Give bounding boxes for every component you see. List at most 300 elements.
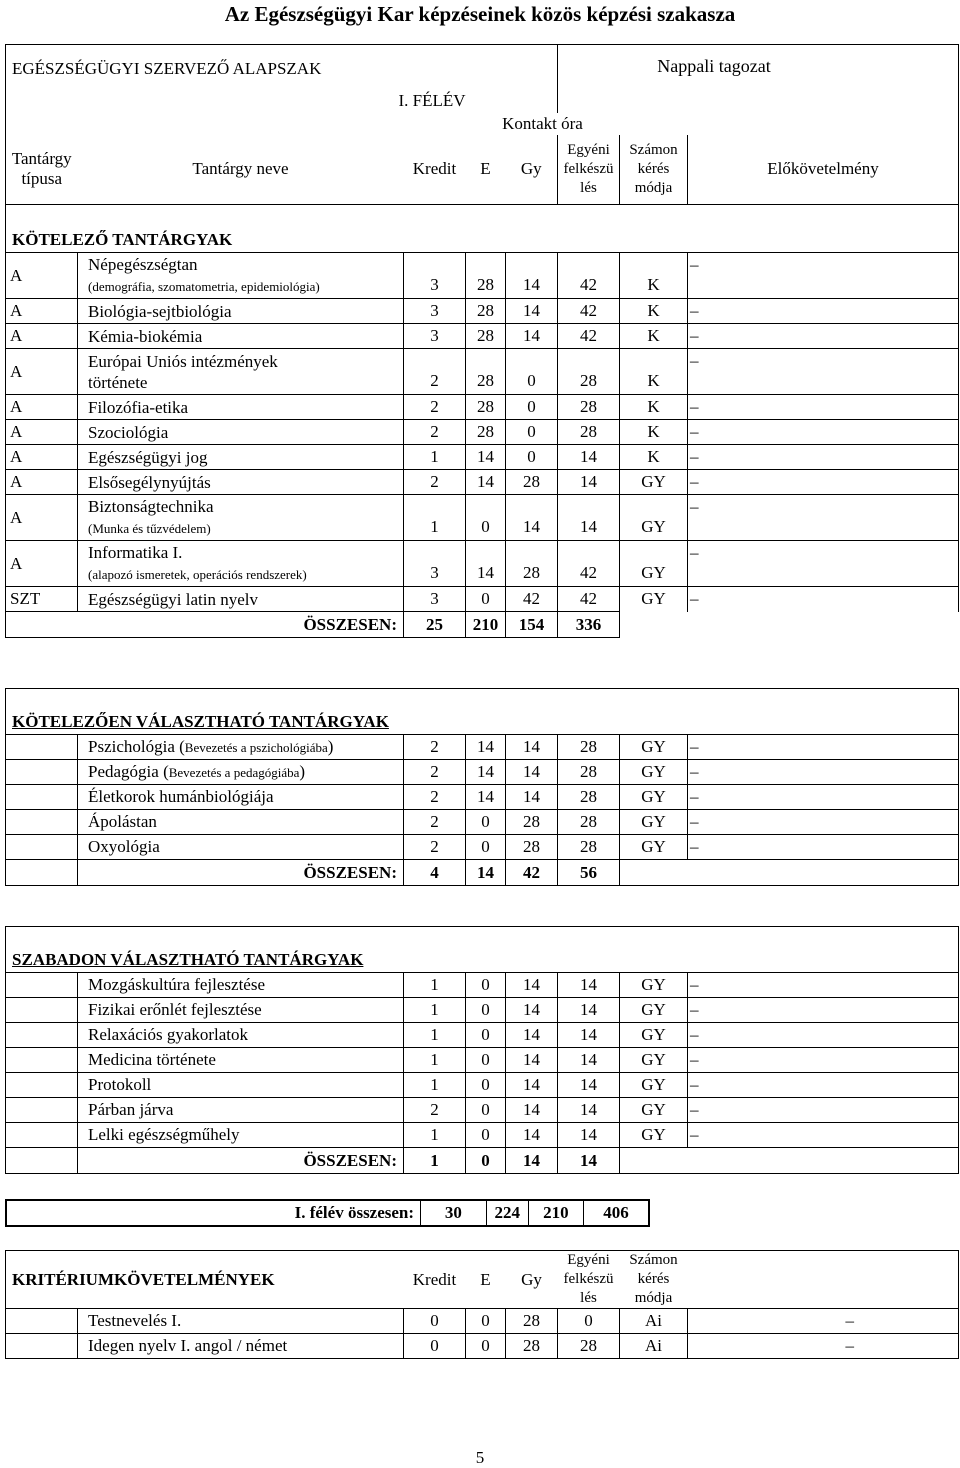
spacer-cell (6, 973, 78, 998)
criteria-heading: KRITÉRIUMKÖVETELMÉNYEK (6, 1251, 404, 1309)
course-self: 42 (558, 299, 620, 324)
table-row (6, 1123, 959, 1148)
course-paren: ) (299, 762, 306, 781)
course-credit: 3 (404, 541, 466, 587)
total-gy: 14 (506, 1148, 558, 1174)
course-prereq: – (688, 587, 959, 612)
criteria-exam-3: módja (634, 1290, 673, 1306)
table-row (6, 810, 959, 835)
course-credit: 1 (404, 445, 466, 470)
course-exam: GY (620, 835, 688, 860)
course-e: 0 (466, 973, 506, 998)
course-paren: ) (327, 737, 334, 756)
course-exam: GY (620, 1098, 688, 1123)
course-e: 0 (466, 1098, 506, 1123)
course-exam: GY (620, 541, 688, 587)
course-e: 0 (466, 1334, 506, 1359)
table-row (6, 1309, 959, 1334)
course-name (78, 253, 404, 299)
course-self: 42 (558, 587, 620, 612)
semester-total-e: 224 (486, 1200, 528, 1226)
spacer-cell (6, 1334, 78, 1359)
free-heading: SZABADON VÁLASZTHATÓ TANTÁRGYAK (6, 949, 688, 973)
course-gy: 14 (506, 973, 558, 998)
course-name (78, 495, 404, 541)
gy-header: Gy (506, 135, 558, 205)
course-credit: 1 (404, 1023, 466, 1048)
course-exam: GY (620, 470, 688, 495)
criteria-exam-2: kérés (637, 1271, 670, 1287)
spacer-cell (6, 1098, 78, 1123)
table-row (6, 1334, 959, 1359)
course-title: Egészségügyi jog (88, 447, 208, 467)
course-exam: K (620, 324, 688, 349)
course-e: 28 (466, 324, 506, 349)
course-exam: K (620, 299, 688, 324)
table-row (6, 1098, 959, 1123)
course-title: Relaxációs gyakorlatok (88, 1025, 249, 1044)
course-exam: Ai (620, 1309, 688, 1334)
course-e: 28 (466, 299, 506, 324)
total-credit: 1 (404, 1148, 466, 1174)
course-title: Népegészségtan (88, 255, 198, 274)
course-gy: 14 (506, 324, 558, 349)
table-row (6, 349, 959, 395)
course-credit: 2 (404, 735, 466, 760)
course-gy: 14 (506, 495, 558, 541)
course-e: 0 (466, 1123, 506, 1148)
course-type: A (6, 253, 78, 299)
table-row (6, 998, 959, 1023)
spacer-cell (6, 1023, 78, 1048)
course-gy: 14 (506, 998, 558, 1023)
course-gy: 14 (506, 1098, 558, 1123)
semester-total-label: I. félév összesen: (6, 1200, 421, 1226)
spacer-cell (688, 1148, 959, 1174)
course-gy: 14 (506, 253, 558, 299)
course-self: 42 (558, 324, 620, 349)
course-exam: GY (620, 495, 688, 541)
course-subtitle: (demográfia, szomatometria, epidemiológia) (88, 279, 320, 294)
elective-heading: KÖTELEZŐEN VÁLASZTHATÓ TANTÁRGYAK (6, 711, 688, 735)
course-name (78, 998, 404, 1023)
total-e: 210 (466, 612, 506, 638)
exam-header-1: Számon (629, 141, 678, 158)
criteria-self-2: felkészü (563, 1271, 614, 1287)
course-exam: K (620, 445, 688, 470)
criteria-gy-header: Gy (506, 1251, 558, 1309)
criteria-exam-1: Számon (629, 1252, 678, 1268)
course-self: 0 (558, 1309, 620, 1334)
spacer-cell (6, 1309, 78, 1334)
course-type: A (6, 349, 78, 395)
course-e: 28 (466, 349, 506, 395)
course-exam: GY (620, 810, 688, 835)
course-prereq: – (688, 760, 959, 785)
course-gy: 0 (506, 349, 558, 395)
course-self: 42 (558, 253, 620, 299)
course-credit: 2 (404, 395, 466, 420)
course-self: 14 (558, 1048, 620, 1073)
spacer-cell (6, 760, 78, 785)
spacer-cell (6, 835, 78, 860)
course-exam: GY (620, 785, 688, 810)
course-prereq: – (688, 1309, 959, 1334)
course-name (78, 395, 404, 420)
course-prereq: – (688, 973, 959, 998)
course-self: 14 (558, 1098, 620, 1123)
course-title: Protokoll (88, 1075, 152, 1094)
course-prereq: – (688, 1048, 959, 1073)
table-row (6, 253, 959, 299)
course-prereq: – (688, 1334, 959, 1359)
table-row (6, 760, 959, 785)
criteria-credit-header: Kredit (404, 1251, 466, 1309)
course-e: 14 (466, 785, 506, 810)
course-name (78, 420, 404, 445)
course-prereq: – (688, 470, 959, 495)
course-credit: 2 (404, 1098, 466, 1123)
course-title: Filozófia-etika (88, 397, 189, 417)
spacer-cell (6, 1048, 78, 1073)
spacer-cell (6, 998, 78, 1023)
semester-total-credit: 30 (421, 1200, 487, 1226)
name-header: Tantárgy neve (78, 135, 404, 205)
course-self: 14 (558, 445, 620, 470)
course-self: 28 (558, 810, 620, 835)
course-exam: GY (620, 1123, 688, 1148)
course-exam: K (620, 253, 688, 299)
study-mode: Nappali tagozat (558, 45, 959, 89)
course-title: Oxyológia (88, 837, 160, 856)
self-header-2: felkészü (563, 160, 614, 177)
course-prereq: – (688, 1023, 959, 1048)
course-subtitle: (Munka és tűzvédelem) (88, 521, 211, 536)
course-name (78, 810, 404, 835)
course-self: 14 (558, 1073, 620, 1098)
spacer-cell (688, 612, 959, 638)
spacer-cell (6, 1148, 78, 1174)
course-subtitle: története (88, 372, 148, 392)
total-gy: 154 (506, 612, 558, 638)
course-credit: 1 (404, 495, 466, 541)
course-title: Lelki egészségműhely (88, 1125, 240, 1144)
course-gy: 14 (506, 760, 558, 785)
page-title: Az Egészségügyi Kar képzéseinek közös képzési szakasza (224, 2, 736, 26)
course-prereq: – (688, 1073, 959, 1098)
total-label: ÖSSZESEN: (78, 612, 404, 638)
course-gy: 0 (506, 420, 558, 445)
course-credit: 2 (404, 349, 466, 395)
total-label: ÖSSZESEN: (78, 1148, 404, 1174)
course-e: 14 (466, 760, 506, 785)
course-gy: 28 (506, 1334, 558, 1359)
course-exam: GY (620, 1048, 688, 1073)
course-self: 28 (558, 785, 620, 810)
total-row (6, 1148, 959, 1174)
course-self: 42 (558, 541, 620, 587)
course-credit: 2 (404, 785, 466, 810)
course-prereq: – (688, 253, 959, 299)
course-credit: 1 (404, 998, 466, 1023)
course-gy: 14 (506, 1123, 558, 1148)
course-name (78, 324, 404, 349)
course-exam: GY (620, 587, 688, 612)
total-self: 56 (558, 860, 620, 886)
course-exam: GY (620, 973, 688, 998)
course-prereq: – (688, 835, 959, 860)
course-prereq: – (688, 735, 959, 760)
course-exam: K (620, 349, 688, 395)
course-name (78, 735, 404, 760)
course-credit: 2 (404, 420, 466, 445)
course-title: Pszichológia ( (88, 737, 185, 756)
course-name (78, 587, 404, 612)
course-credit: 0 (404, 1309, 466, 1334)
table-row (6, 445, 959, 470)
course-title: Mozgáskultúra fejlesztése (88, 975, 266, 994)
spacer-cell (688, 860, 959, 886)
course-prereq: – (688, 395, 959, 420)
course-credit: 2 (404, 470, 466, 495)
table-row (6, 587, 959, 612)
course-credit: 1 (404, 1123, 466, 1148)
spacer-cell (620, 1148, 688, 1174)
total-row (6, 612, 959, 638)
total-label: ÖSSZESEN: (78, 860, 404, 886)
mandatory-heading: KÖTELEZŐ TANTÁRGYAK (6, 229, 688, 253)
semester-total-self: 406 (603, 1203, 629, 1222)
course-credit: 3 (404, 587, 466, 612)
course-gy: 42 (506, 587, 558, 612)
table-row (6, 420, 959, 445)
course-exam: GY (620, 1073, 688, 1098)
criteria-e-header: E (466, 1251, 506, 1309)
course-name (78, 349, 404, 395)
prereq-header: Előkövetelmény (688, 135, 959, 205)
course-type: A (6, 420, 78, 445)
course-gy: 0 (506, 445, 558, 470)
total-credit: 4 (404, 860, 466, 886)
course-credit: 2 (404, 810, 466, 835)
semester-total-table (5, 1199, 650, 1227)
type-header-2: típusa (21, 169, 63, 189)
course-name (78, 1123, 404, 1148)
course-gy: 28 (506, 810, 558, 835)
course-exam: K (620, 420, 688, 445)
course-title: Kémia-biokémia (88, 326, 203, 346)
course-credit: 1 (404, 1073, 466, 1098)
course-title: Fizikai erőnlét fejlesztése (88, 1000, 262, 1019)
table-row (6, 973, 959, 998)
course-e: 0 (466, 810, 506, 835)
page-number: 5 (475, 1448, 485, 1467)
e-header: E (466, 135, 506, 205)
spacer-cell (6, 860, 78, 886)
course-gy: 14 (506, 785, 558, 810)
course-exam: GY (620, 1023, 688, 1048)
type-header-1: Tantárgy (11, 149, 72, 169)
self-header-3: lés (580, 179, 597, 196)
spacer-cell (6, 1123, 78, 1148)
course-credit: 2 (404, 835, 466, 860)
course-subtitle: (alapozó ismeretek, operációs rendszerek) (88, 567, 307, 582)
course-prereq: – (688, 1098, 959, 1123)
course-prereq: – (688, 1123, 959, 1148)
table-row (6, 299, 959, 324)
course-e: 0 (466, 1048, 506, 1073)
course-credit: 3 (404, 253, 466, 299)
mandatory-table (5, 44, 959, 638)
table-row (6, 835, 959, 860)
spacer-cell (6, 1073, 78, 1098)
total-e: 14 (466, 860, 506, 886)
course-gy: 28 (506, 541, 558, 587)
course-prereq: – (688, 998, 959, 1023)
course-title: Elsősegélynyújtás (88, 472, 211, 492)
course-name: Testnevelés I. (78, 1309, 404, 1334)
course-gy: 28 (506, 470, 558, 495)
course-e: 28 (466, 420, 506, 445)
table-row (6, 495, 959, 541)
course-prereq: – (688, 495, 959, 541)
course-name (78, 973, 404, 998)
course-name: Idegen nyelv I. angol / német (78, 1334, 404, 1359)
course-gy: 14 (506, 735, 558, 760)
course-self: 28 (558, 349, 620, 395)
course-e: 14 (466, 445, 506, 470)
semester-label: I. FÉLÉV (398, 90, 466, 110)
course-prereq: – (688, 420, 959, 445)
course-title: Európai Uniós intézmények (88, 351, 278, 371)
total-row (6, 860, 959, 886)
course-title: Pedagógia ( (88, 762, 169, 781)
course-type: A (6, 541, 78, 587)
elective-table (5, 688, 959, 886)
course-credit: 1 (404, 1048, 466, 1073)
course-self: 28 (558, 1334, 620, 1359)
course-self: 28 (558, 395, 620, 420)
course-type: A (6, 495, 78, 541)
total-self: 14 (558, 1148, 620, 1174)
course-name (78, 1098, 404, 1123)
course-self: 14 (558, 973, 620, 998)
table-row (6, 1048, 959, 1073)
course-gy: 14 (506, 1048, 558, 1073)
table-row (6, 395, 959, 420)
course-e: 0 (466, 1073, 506, 1098)
course-title: Egészségügyi latin nyelv (88, 589, 258, 609)
total-e: 0 (466, 1148, 506, 1174)
course-name (78, 299, 404, 324)
course-prereq: – (688, 324, 959, 349)
course-title: Informatika I. (88, 543, 183, 562)
course-e: 0 (466, 1309, 506, 1334)
course-title: Életkorok humánbiológiája (88, 787, 274, 806)
course-credit: 1 (404, 973, 466, 998)
course-prereq: – (688, 349, 959, 395)
table-row (6, 735, 959, 760)
self-header-1: Egyéni (567, 141, 610, 158)
criteria-self-3: lés (580, 1290, 597, 1306)
course-e: 14 (466, 541, 506, 587)
course-name (78, 470, 404, 495)
table-row (6, 541, 959, 587)
course-gy: 28 (506, 835, 558, 860)
course-prereq: – (688, 541, 959, 587)
course-subtitle: Bevezetés a pszichológiába (184, 740, 328, 755)
table-row (6, 1023, 959, 1048)
course-title: Medicina története (88, 1050, 216, 1069)
table-row (6, 785, 959, 810)
course-type: A (6, 470, 78, 495)
course-e: 0 (466, 835, 506, 860)
course-title: Ápolástan (88, 812, 157, 831)
course-prereq: – (688, 785, 959, 810)
course-name (78, 1023, 404, 1048)
course-credit: 3 (404, 299, 466, 324)
table-row (6, 324, 959, 349)
course-exam: GY (620, 735, 688, 760)
total-credit: 25 (404, 612, 466, 638)
course-self: 14 (558, 998, 620, 1023)
course-title: Szociológia (88, 422, 169, 442)
course-prereq: – (688, 299, 959, 324)
spacer-cell (6, 785, 78, 810)
course-name (78, 541, 404, 587)
course-prereq: – (688, 810, 959, 835)
course-type: A (6, 299, 78, 324)
course-prereq: – (688, 445, 959, 470)
course-self: 14 (558, 1023, 620, 1048)
table-row (6, 470, 959, 495)
course-credit: 2 (404, 760, 466, 785)
course-name (78, 785, 404, 810)
course-e: 0 (466, 495, 506, 541)
course-name (78, 760, 404, 785)
course-e: 14 (466, 735, 506, 760)
course-type: A (6, 324, 78, 349)
spacer-cell (6, 612, 78, 638)
table-row (6, 1073, 959, 1098)
course-e: 0 (466, 998, 506, 1023)
course-name (78, 1048, 404, 1073)
criteria-table (5, 1250, 959, 1359)
course-self: 14 (558, 470, 620, 495)
contact-hours-header: Kontakt óra (502, 113, 583, 133)
program-name: EGÉSZSÉGÜGYI SZERVEZŐ ALAPSZAK (6, 45, 404, 89)
criteria-self-1: Egyéni (567, 1252, 610, 1268)
semester-total-gy: 210 (528, 1200, 583, 1226)
course-exam: GY (620, 998, 688, 1023)
course-name (78, 445, 404, 470)
course-self: 28 (558, 735, 620, 760)
course-exam: K (620, 395, 688, 420)
credit-header: Kredit (404, 135, 466, 205)
course-gy: 14 (506, 299, 558, 324)
spacer-cell (620, 612, 688, 638)
course-gy: 14 (506, 1023, 558, 1048)
course-e: 0 (466, 587, 506, 612)
course-type: A (6, 395, 78, 420)
free-table (5, 926, 959, 1174)
total-gy: 42 (506, 860, 558, 886)
course-gy: 14 (506, 1073, 558, 1098)
course-title: Párban járva (88, 1100, 174, 1119)
course-e: 28 (466, 395, 506, 420)
course-subtitle: Bevezetés a pedagógiába (168, 765, 300, 780)
course-gy: 28 (506, 1309, 558, 1334)
